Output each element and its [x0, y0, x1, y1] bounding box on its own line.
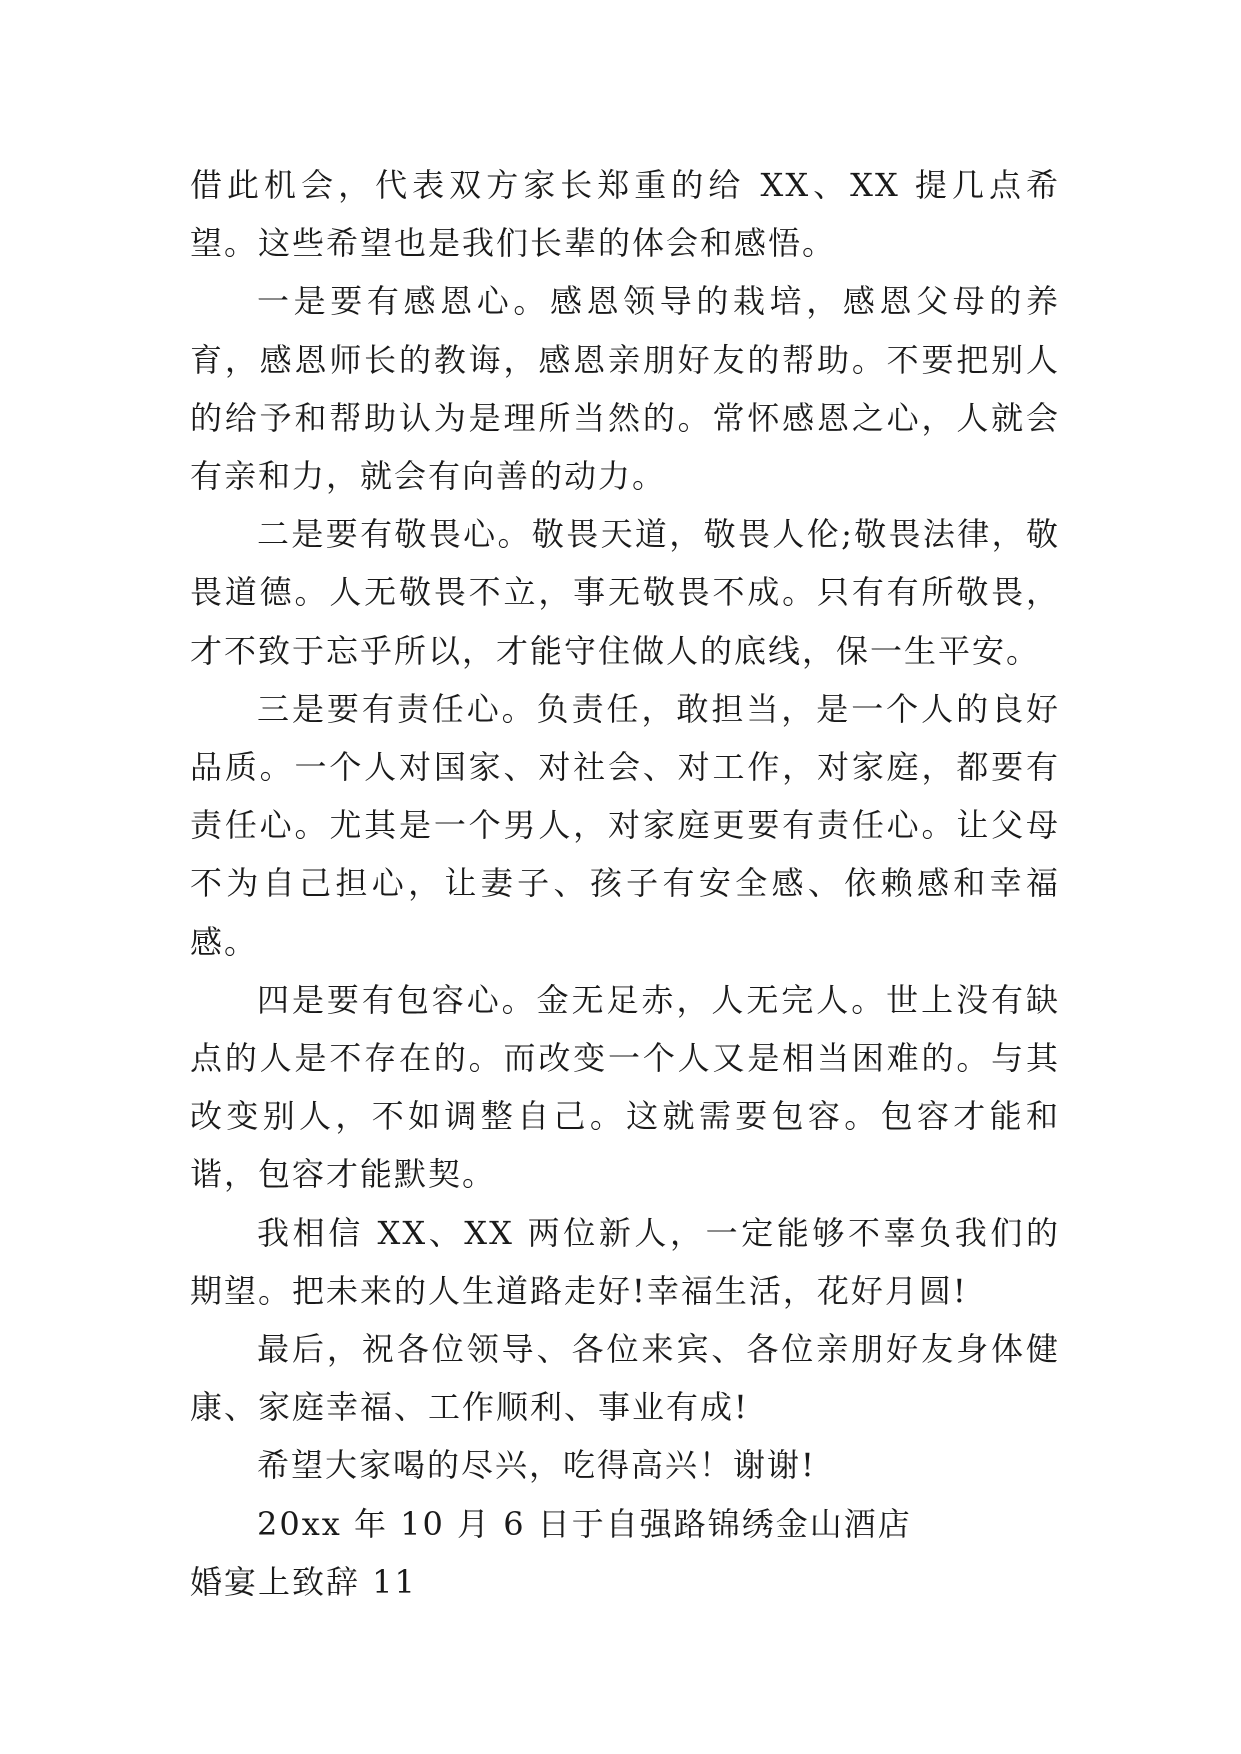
paragraph-thanks: 希望大家喝的尽兴，吃得高兴！谢谢!	[257, 1446, 816, 1485]
document-body	[190, 156, 1060, 1611]
section-title: 婚宴上致辞 11	[190, 1562, 417, 1601]
paragraph-responsibility: 三是要有责任心。负责任，敢担当，是一个人的良好品质。一个人对国家、对社会、对工作，对家庭，都要有责任心。尤其是一个男人，对家庭更要有责任心。让父母不为自己担心，让妻子、孩子有安全感、依赖感和幸福感。	[190, 689, 1060, 961]
paragraph-belief: 我相信 XX、XX 两位新人，一定能够不辜负我们的期望。把未来的人生道路走好!幸福生活，花好月圆!	[190, 1213, 1060, 1310]
paragraph-reverence: 二是要有敬畏心。敬畏天道，敬畏人伦;敬畏法律，敬畏道德。人无敬畏不立，事无敬畏不成。只有有所敬畏，才不致于忘乎所以，才能守住做人的底线，保一生平安。	[190, 515, 1060, 670]
paragraph-tolerance: 四是要有包容心。金无足赤，人无完人。世上没有缺点的人是不存在的。而改变一个人又是相当困难的。与其改变别人，不如调整自己。这就需要包容。包容才能和谐，包容才能默契。	[190, 980, 1060, 1194]
paragraph-gratitude: 一是要有感恩心。感恩领导的栽培，感恩父母的养育，感恩师长的教诲，感恩亲朋好友的帮助。不要把别人的给予和帮助认为是理所当然的。常怀感恩之心，人就会有亲和力，就会有向善的动力。	[190, 282, 1060, 496]
paragraph-wishes: 最后，祝各位领导、各位来宾、各位亲朋好友身体健康、家庭幸福、工作顺利、事业有成!	[190, 1330, 1060, 1427]
paragraph-date-location: 20xx 年 10 月 6 日于自强路锦绣金山酒店	[257, 1504, 912, 1543]
paragraph-intro: 借此机会，代表双方家长郑重的给 XX、XX 提几点希望。这些希望也是我们长辈的体会和感悟。	[190, 166, 1060, 263]
